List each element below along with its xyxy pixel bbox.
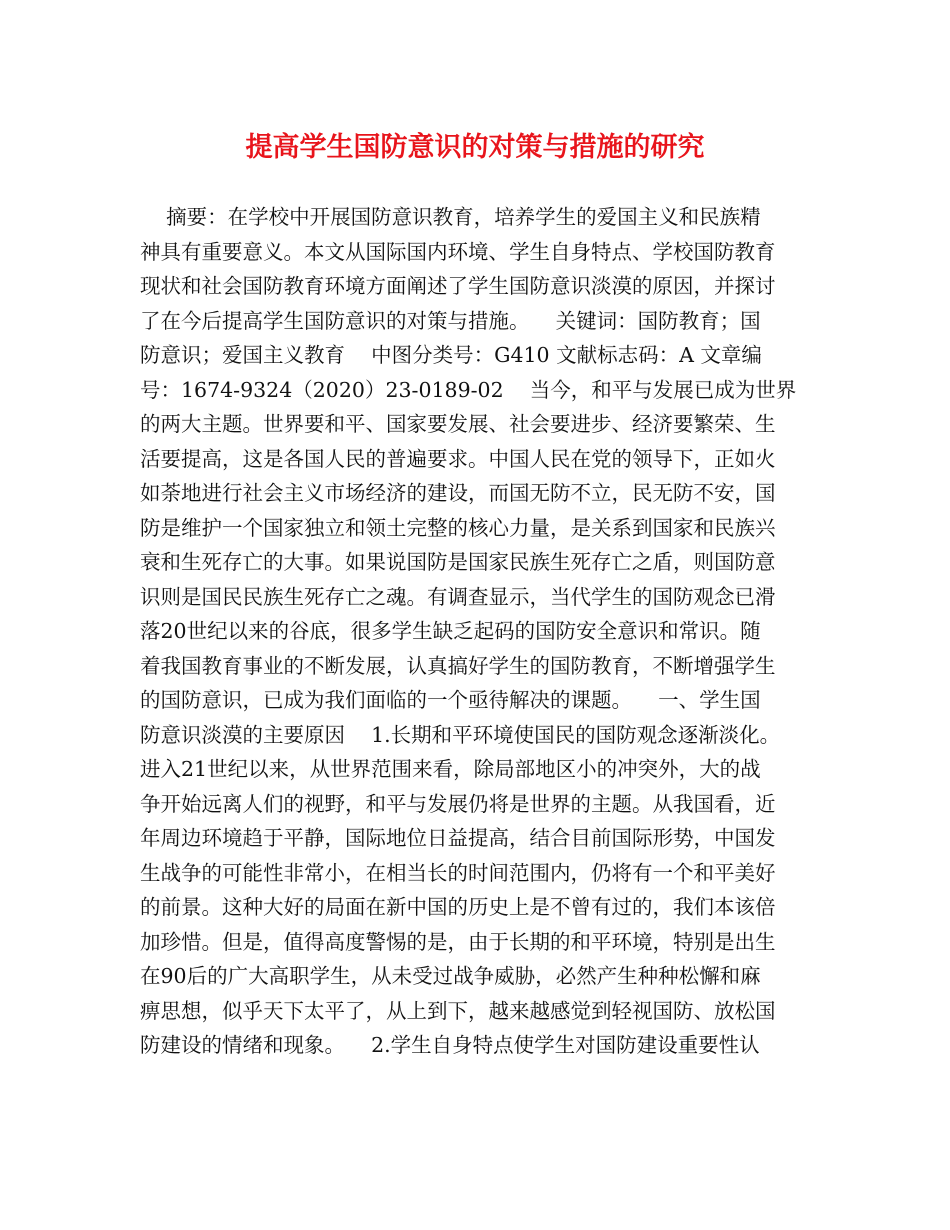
- body-line: 着我国教育事业的不断发展，认真搞好学生的国防教育，不断增强学生: [140, 653, 776, 678]
- body-line: 了在今后提高学生国防意识的对策与措施。 关键词：国防教育；国: [140, 308, 761, 333]
- body-line: 识则是国民民族生死存亡之魂。有调查显示，当代学生的国防观念已滑: [140, 584, 776, 609]
- body-line: 如荼地进行社会主义市场经济的建设，而国无防不立，民无防不安，国: [140, 481, 776, 505]
- body-line: 防建设的情绪和现象。 2.学生自身特点使学生对国防建设重要性认: [140, 1033, 760, 1057]
- document-body: [140, 200, 820, 1063]
- body-line: 的两大主题。世界要和平、国家要发展、社会要进步、经济要繁荣、生: [140, 412, 776, 436]
- body-line: 生战争的可能性非常小，在相当长的时间范围内，仍将有一个和平美好: [140, 860, 776, 885]
- body-line: 防意识淡漠的主要原因 1.长期和平环境使国民的国防观念逐渐淡化。: [140, 722, 781, 747]
- body-line: 摘要：在学校中开展国防意识教育，培养学生的爱国主义和民族精: [140, 205, 761, 229]
- body-line: 防是维护一个国家独立和领土完整的核心力量，是关系到国家和民族兴: [140, 515, 776, 540]
- body-line: 进入21世纪以来，从世界范围来看，除局部地区小的冲突外，大的战: [140, 757, 761, 781]
- body-line: 争开始远离人们的视野，和平与发展仍将是世界的主题。从我国看，近: [140, 791, 776, 816]
- body-line: 号：1674-9324（2020）23-0189-02 当今，和平与发展已成为世界: [140, 377, 797, 402]
- body-line: 衰和生死存亡的大事。如果说国防是国家民族生死存亡之盾，则国防意: [140, 550, 776, 574]
- body-line: 神具有重要意义。本文从国际国内环境、学生自身特点、学校国防教育: [140, 239, 776, 264]
- body-line: 现状和社会国防教育环境方面阐述了学生国防意识淡漠的原因，并探讨: [140, 274, 776, 298]
- body-line: 痹思想，似乎天下太平了，从上到下，越来越感觉到轻视国防、放松国: [140, 998, 776, 1023]
- body-line: 加珍惜。但是，值得高度警惕的是，由于长期的和平环境，特别是出生: [140, 929, 776, 954]
- body-line: 的前景。这种大好的局面在新中国的历史上是不曾有过的，我们本该倍: [140, 895, 776, 919]
- body-line: 落20世纪以来的谷底，很多学生缺乏起码的国防安全意识和常识。随: [140, 619, 761, 643]
- body-line: 活要提高，这是各国人民的普遍要求。中国人民在党的领导下，正如火: [140, 446, 776, 471]
- body-line: 防意识；爱国主义教育 中图分类号：G410 文献标志码：A 文章编: [140, 343, 762, 367]
- body-line: 年周边环境趋于平静，国际地位日益提高，结合目前国际形势，中国发: [140, 826, 776, 850]
- body-line: 的国防意识，已成为我们面临的一个亟待解决的课题。 一、学生国: [140, 688, 761, 712]
- body-line: 在90后的广大高职学生，从未受过战争威胁，必然产生种种松懈和麻: [140, 964, 761, 988]
- document-title: 提高学生国防意识的对策与措施的研究: [245, 132, 705, 163]
